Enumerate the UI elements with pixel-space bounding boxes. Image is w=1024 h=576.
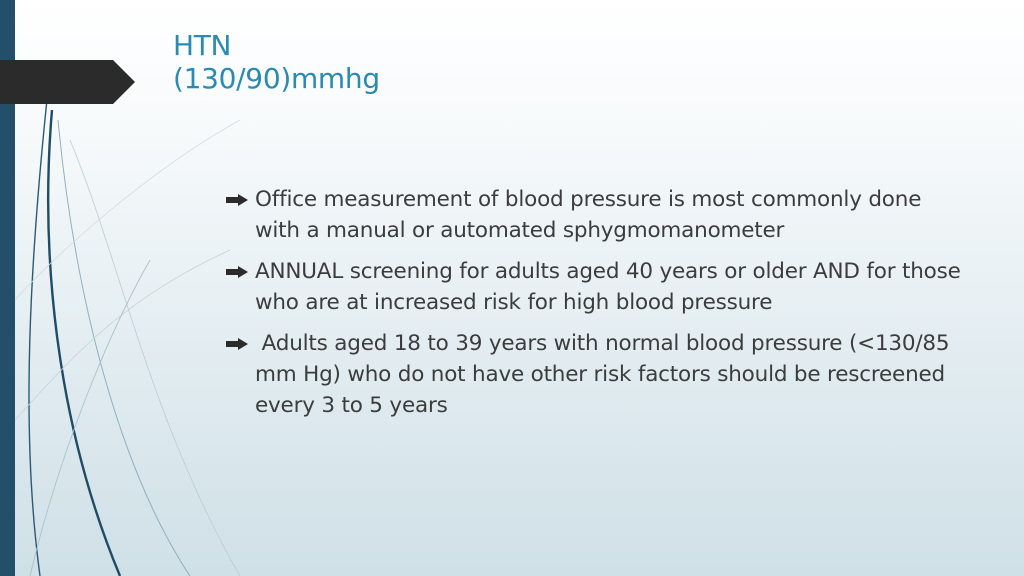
bullet-text-2: ANNUAL screening for adults aged 40 years or older AND for those who are at increased risk for high blood pressure	[255, 259, 961, 315]
slide-title	[173, 29, 380, 95]
title-arrow-tab	[0, 60, 135, 104]
bullet-list	[226, 184, 966, 431]
arrow-right-bullet-icon	[226, 194, 248, 206]
bullet-text-3: Adults aged 18 to 39 years with normal blood pressure (<130/85 mm Hg) who do not have other risk factors should be rescreened every 3 to 5 years	[255, 331, 957, 418]
bullet-item-1	[226, 184, 966, 246]
slide-title-line-1: HTN	[173, 29, 232, 62]
arrow-right-bullet-icon	[226, 266, 248, 278]
bullet-item-2	[226, 256, 966, 318]
arrow-right-bullet-icon	[226, 338, 248, 350]
slide-title-line-2: (130/90)mmhg	[173, 62, 380, 95]
bullet-text-1: Office measurement of blood pressure is most commonly done with a manual or automated sphygmomanometer	[255, 187, 922, 243]
bullet-item-3	[226, 328, 966, 421]
